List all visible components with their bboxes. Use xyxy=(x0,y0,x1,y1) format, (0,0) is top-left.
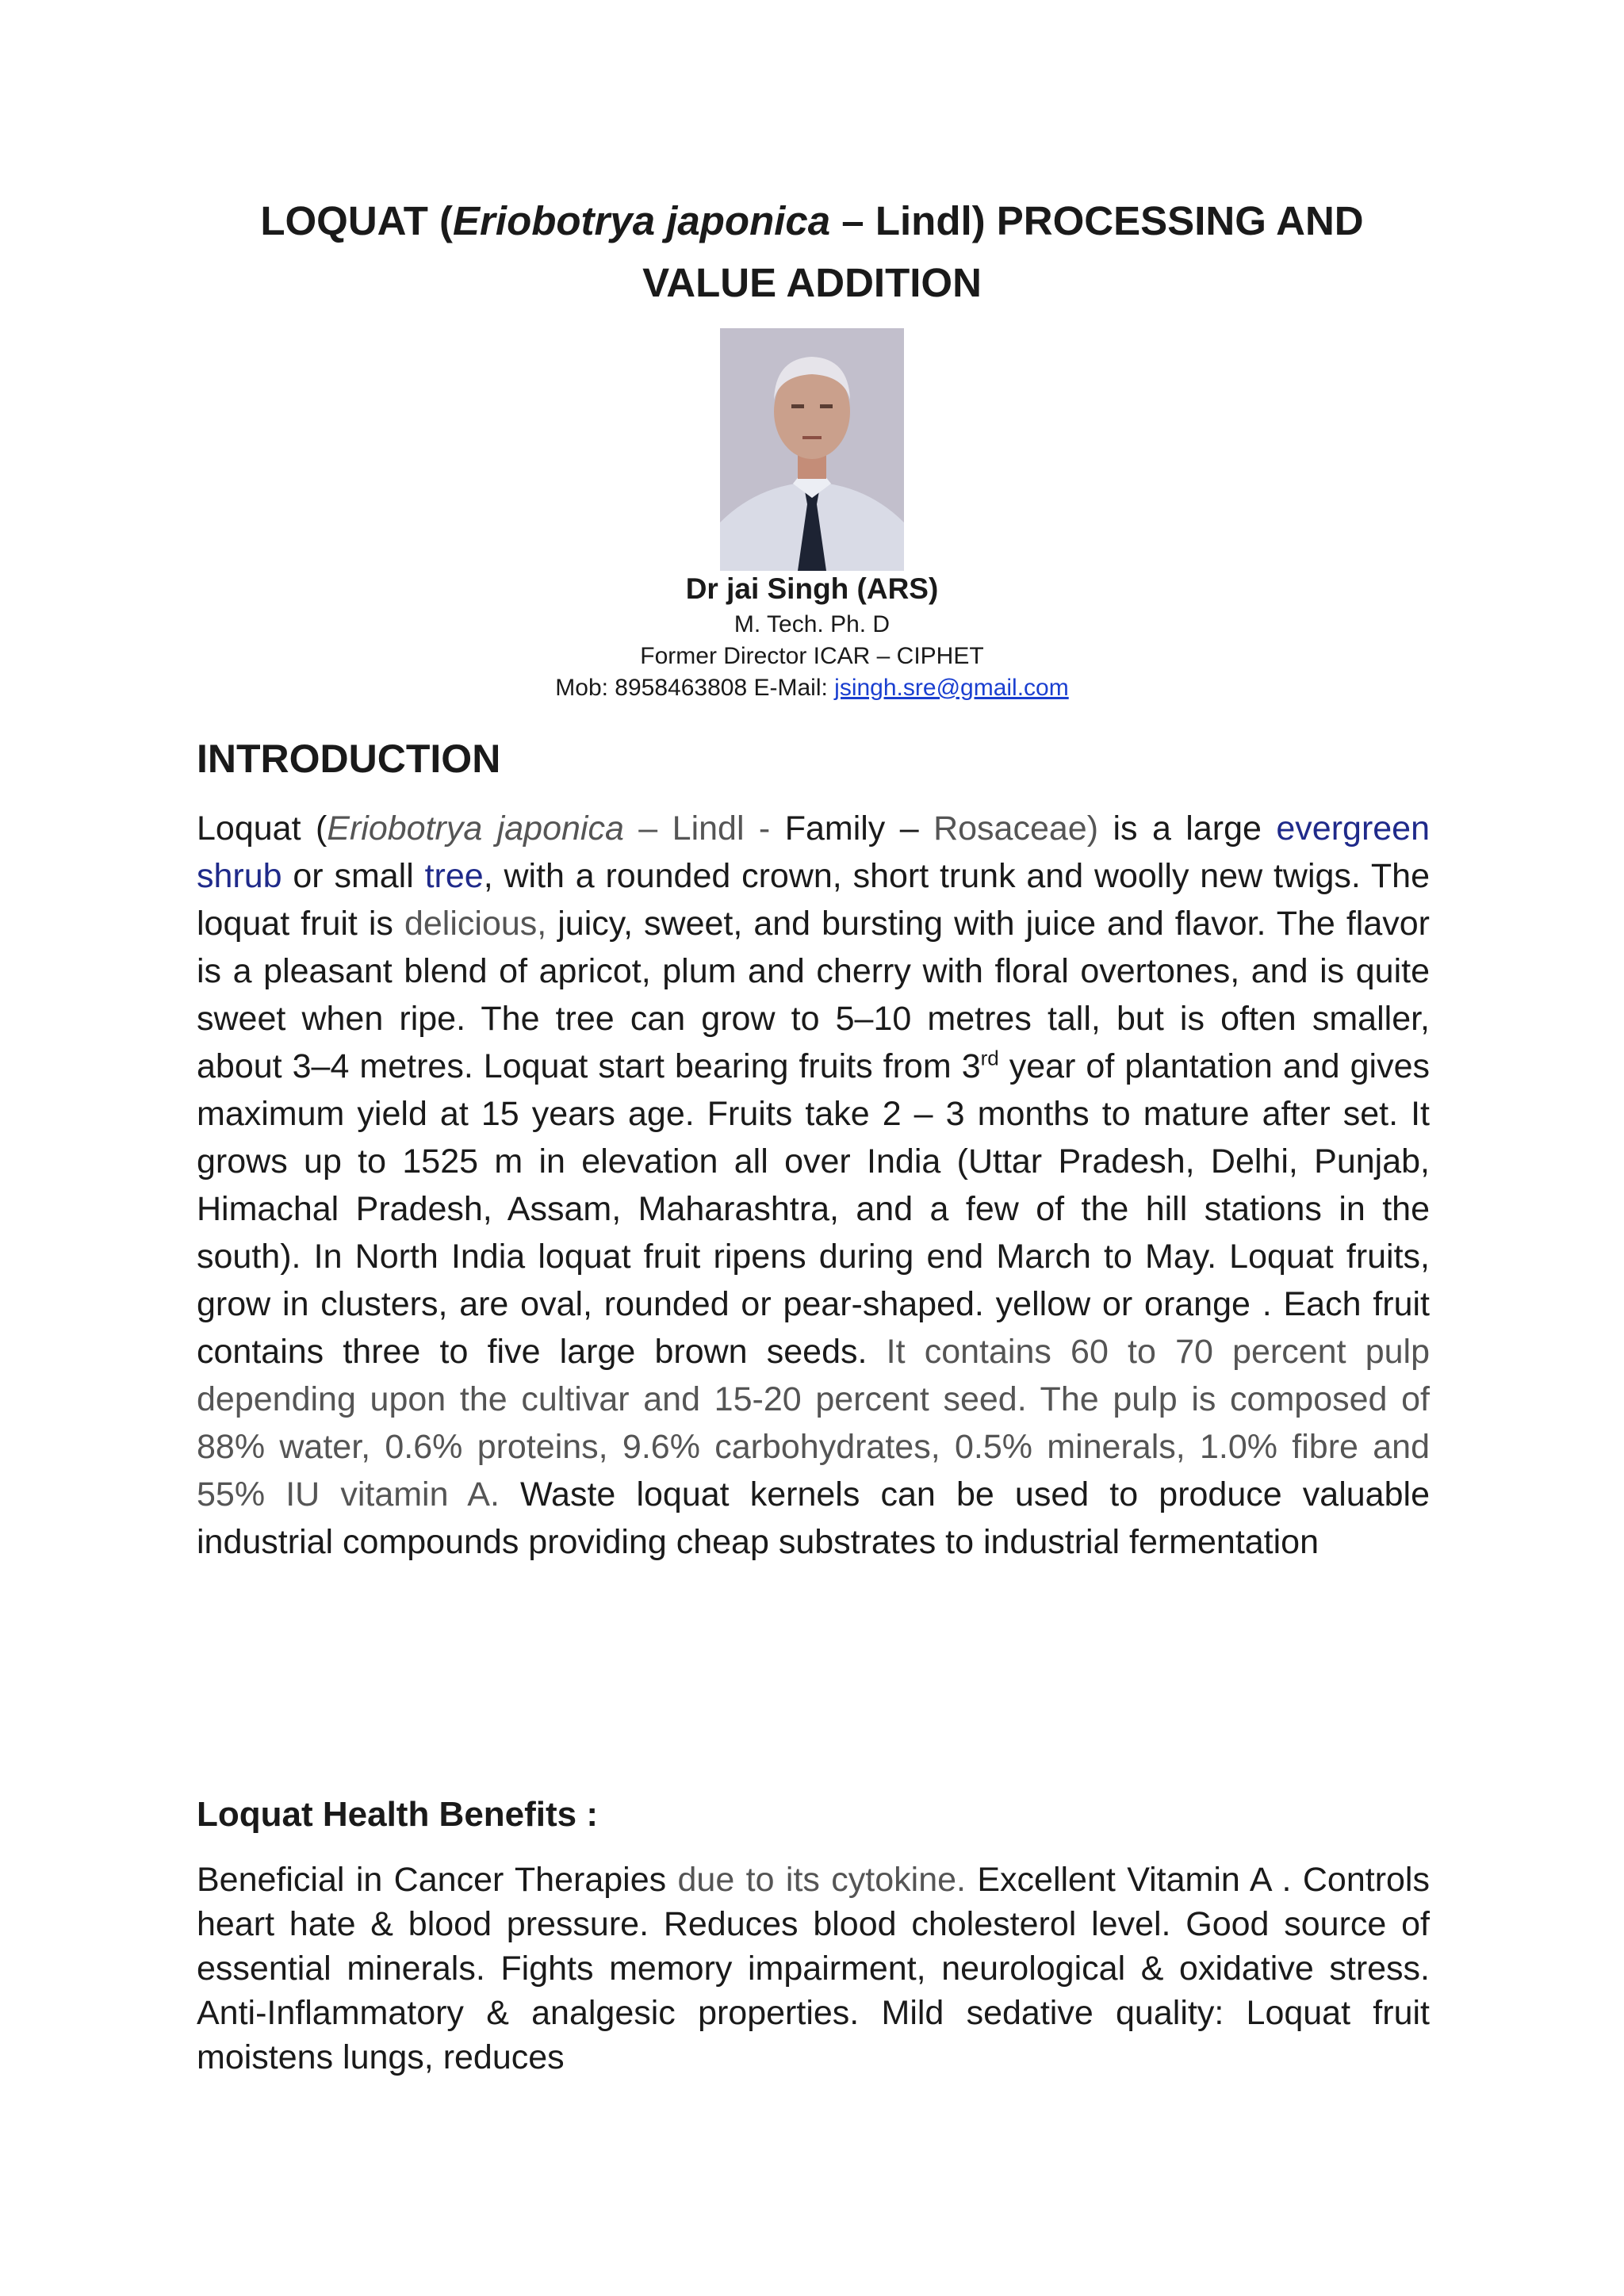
title-prefix: LOQUAT ( xyxy=(260,198,454,243)
health-benefits-paragraph xyxy=(197,1858,1430,2080)
intro-text: – Lindl - xyxy=(623,809,785,848)
intro-evergreen-shrub: evergreen shrub xyxy=(197,809,1431,895)
title-suffix: – Lindl) PROCESSING AND xyxy=(830,198,1364,243)
title-line2: VALUE ADDITION xyxy=(642,260,982,305)
intro-species: Eriobotrya japonica xyxy=(327,809,624,848)
author-name: Dr jai Singh (ARS) xyxy=(685,572,939,605)
intro-text: juicy, sweet, and bursting with juice and flavor. The flavor is a pleasant blend of apricot, plum and cherry with floral overtones, and is quite sweet when ripe. The tree can grow to 5–10 metres tall, but is often smaller, about 3–4 metres. Loquat start bearing fruits from 3 xyxy=(197,905,1431,1085)
health-cytokine: due to its cytokine. xyxy=(677,1861,966,1899)
intro-composition: It contains 60 to 70 percent pulp depending upon the cultivar and 15-20 percent seed. The pulp is composed of 88% water, 0.6% proteins, 9.6% carbohydrates, 0.5% minerals, 1.0% fibre and 55% IU vitamin A. xyxy=(197,1333,1430,1513)
intro-text: , with a rounded crown, short trunk and woolly new twigs. The loquat fruit is xyxy=(197,857,1430,943)
intro-text: Waste loquat kernels can be used to produce valuable industrial compounds providing cheap substrates to industrial fermentation xyxy=(197,1475,1430,1561)
author-degree: M. Tech. Ph. D xyxy=(733,611,891,637)
introduction-paragraph xyxy=(197,805,1430,1566)
introduction-heading: INTRODUCTION xyxy=(197,737,501,781)
health-text: Excellent Vitamin A . Controls heart hate & blood pressure. Reduces blood cholesterol level. Good source of essential minerals. Fights memory impairment, neurological & oxidative stress. Anti-Inflammatory & analgesic properties. Mild sedative quality: Loquat fruit moistens lungs, reduces xyxy=(197,1861,1430,2076)
intro-text: or small xyxy=(282,857,425,895)
intro-family-name: Rosaceae) xyxy=(933,809,1099,848)
author-contact xyxy=(396,672,1228,704)
health-benefits-heading: Loquat Health Benefits : xyxy=(197,1795,599,1834)
author-photo xyxy=(720,328,904,571)
document-title xyxy=(159,190,1465,314)
author-email-link[interactable]: jsingh.sre@gmail.com xyxy=(834,675,1069,701)
intro-text: is a large xyxy=(1098,809,1277,848)
title-species: Eriobotrya japonica xyxy=(453,198,831,243)
intro-text: Loquat ( xyxy=(197,809,327,848)
intro-family: Family – xyxy=(784,809,934,848)
intro-tree: tree xyxy=(424,857,484,895)
author-position: Former Director ICAR – CIPHET xyxy=(640,643,984,669)
health-text: Beneficial in Cancer Therapies xyxy=(197,1861,678,1899)
intro-delicious: delicious, xyxy=(404,905,547,943)
intro-superscript: rd xyxy=(980,1046,999,1070)
author-photo-illustration xyxy=(720,328,904,571)
intro-text: year of plantation and gives maximum yield at 15 years age. Fruits take 2 – 3 months to mature after set. It grows up to 1525 m in elevation all over India (Uttar Pradesh, Delhi, Punjab, Himachal Pradesh, Assam, Maharashtra, and a few of the hill stations in the south). In North India loquat fruit ripens during end March to May. Loquat fruits, grow in clusters, are oval, rounded or pear-shaped. yellow or orange . Each fruit contains three to five large brown seeds. xyxy=(197,1047,1430,1371)
author-block xyxy=(396,569,1228,704)
author-mobile: Mob: 8958463808 E-Mail: xyxy=(555,675,835,701)
